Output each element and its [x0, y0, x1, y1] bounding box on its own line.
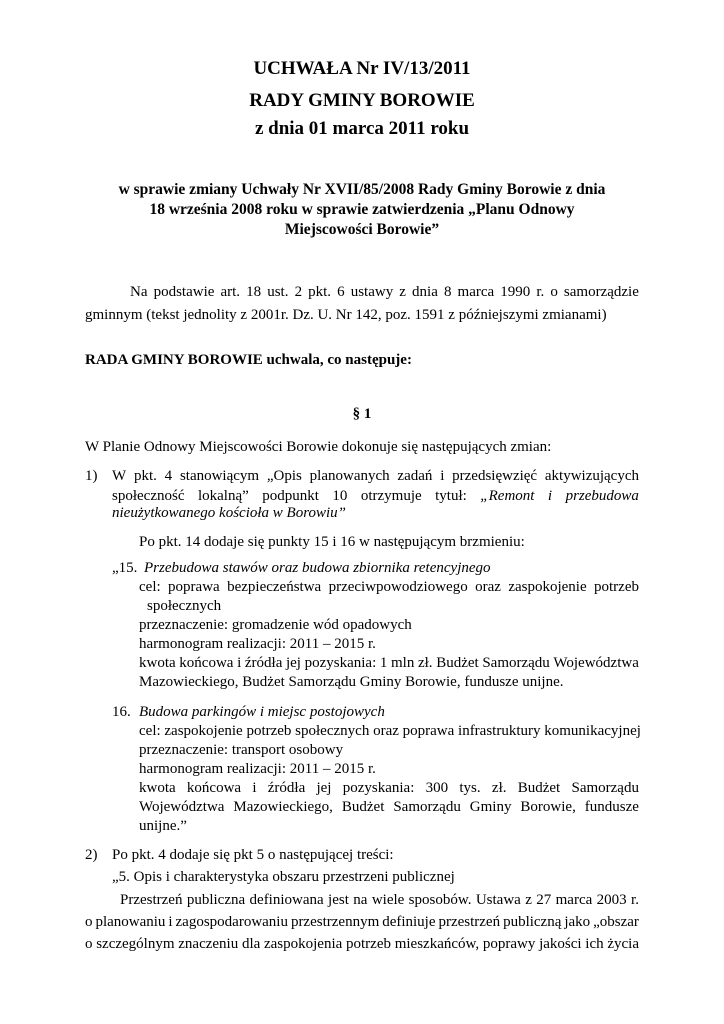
word: definiuje: [382, 914, 436, 930]
word: przestrzennym: [290, 914, 380, 930]
word: potrzeb: [346, 936, 391, 952]
word: i: [252, 780, 257, 796]
word: W: [112, 468, 127, 484]
word: wiele: [371, 892, 405, 908]
word: przeciwpowodziowego: [328, 579, 468, 595]
section-mark: § 1: [352, 406, 372, 422]
point-16-title: Budowa parkingów i miejsc postojowych: [139, 704, 385, 720]
word: pozyskania:: [304, 655, 377, 671]
item-2-sub: „5. Opis i charakterystyka obszaru przestrzeni publicznej: [112, 869, 455, 885]
word: podpunkt: [262, 488, 319, 504]
word: jej: [316, 780, 332, 796]
basis-line-2: gminnym (tekst jednolity z 2001r. Dz. U. Nr 142, poz. 1591 z późniejszymi zmianami): [85, 307, 607, 323]
word: 8: [443, 284, 452, 300]
word: poprawy: [482, 936, 536, 952]
word: Województwa: [553, 655, 639, 671]
word: końcowa: [186, 780, 242, 796]
word: jej: [285, 655, 301, 671]
word: podstawie: [153, 284, 215, 300]
word: lokalną”: [197, 488, 249, 504]
word: publiczną: [503, 914, 562, 930]
word: pkt.: [133, 468, 157, 484]
point-15-title: Przebudowa stawów oraz budowa zbiornika retencyjnego: [144, 560, 491, 576]
word: 300: [425, 780, 449, 796]
word: definiowana: [249, 892, 324, 908]
word: 4: [164, 468, 173, 484]
word: cel:: [139, 579, 161, 595]
item-1-after: Po pkt. 14 dodaje się punkty 15 i 16 w następującym brzmieniu:: [139, 534, 525, 550]
point-15-cel: [139, 579, 639, 596]
word: o: [85, 936, 93, 952]
word: 27: [536, 892, 552, 908]
word: jako: [564, 914, 591, 930]
word: „obszar: [593, 914, 639, 930]
word: potrzeb: [594, 579, 639, 595]
point-16-harmonogram: harmonogram realizacji: 2011 – 2015 r.: [139, 761, 376, 777]
item-2-number: 2): [85, 847, 98, 863]
word: fundusze: [584, 799, 639, 815]
word: Województwa: [139, 799, 225, 815]
point-16-przeznaczenie: przeznaczenie: transport osobowy: [139, 742, 344, 758]
word: aktywizujących: [544, 468, 639, 484]
word: planowaniu: [95, 914, 166, 930]
word: ustawy: [350, 284, 394, 300]
word: Gminy: [469, 799, 512, 815]
word: końcowa: [179, 655, 234, 671]
subject-line-1: w sprawie zmiany Uchwały Nr XVII/85/2008 Rady Gminy Borowie z dnia: [118, 181, 606, 198]
word: pozyskania:: [342, 780, 415, 796]
resolution-date: z dnia 01 marca 2011 roku: [254, 118, 470, 139]
word: życia: [607, 936, 639, 952]
word: 18: [246, 284, 262, 300]
word: Samorządu: [482, 655, 550, 671]
word: źródła: [244, 655, 283, 671]
word: 6: [337, 284, 345, 300]
word: marca: [555, 892, 593, 908]
word: znaczeniu: [178, 936, 239, 952]
word: dnia: [412, 284, 438, 300]
item-1-line-1: [112, 468, 639, 485]
word: Samorządu: [393, 799, 461, 815]
basis-line-1: [130, 284, 639, 301]
word: Przestrzeń: [120, 892, 183, 908]
word: zł.: [491, 780, 507, 796]
word: na: [353, 892, 368, 908]
subject-line-3: Miejscowości Borowie”: [284, 221, 440, 238]
word: ust.: [267, 284, 289, 300]
word: szczególnym: [96, 936, 175, 952]
word: z: [399, 284, 406, 300]
word: sposobów.: [408, 892, 472, 908]
word: otrzymuje: [360, 488, 422, 504]
word: 2003: [596, 892, 627, 908]
resolve-clause: RADA GMINY BOROWIE uchwala, co następuje:: [85, 352, 412, 368]
word: 1990: [500, 284, 531, 300]
point-16-cel: cel: zaspokojenie potrzeb społecznych oraz poprawa infrastruktury komunikacyjnej: [139, 723, 641, 739]
word: zł.: [417, 655, 433, 671]
word: 1: [379, 655, 388, 671]
word: dla: [241, 936, 261, 952]
word: przebudowa: [565, 488, 639, 504]
intro-text: W Planie Odnowy Miejscowości Borowie dokonuje się następujących zmian:: [85, 439, 552, 455]
word: Budżet: [517, 780, 561, 796]
word: „Remont: [480, 488, 535, 504]
word: art.: [220, 284, 241, 300]
word: ich: [585, 936, 604, 952]
point-15-number: „15.: [112, 560, 138, 576]
word: Mazowieckiego,: [233, 799, 333, 815]
word: kwota: [139, 780, 176, 796]
word: społeczność: [112, 488, 185, 504]
word: tytuł:: [435, 488, 467, 504]
word: zaspokojenie: [508, 579, 587, 595]
word: zagospodarowaniu: [175, 914, 288, 930]
word: o: [85, 914, 93, 930]
word: tys.: [459, 780, 481, 796]
item-1-line-2: [112, 488, 639, 505]
word: jest: [328, 892, 349, 908]
point-15-cel-cont: społecznych: [147, 598, 222, 614]
word: z: [525, 892, 532, 908]
word: i: [168, 914, 173, 930]
word: oraz: [475, 579, 501, 595]
word: przedsięwzięć: [452, 468, 538, 484]
word: i: [547, 488, 553, 504]
word: marca: [457, 284, 495, 300]
word: stanowiącym: [179, 468, 260, 484]
point-16-kwota: [139, 780, 639, 797]
word: Budżet: [436, 655, 479, 671]
word: samorządzie: [563, 284, 639, 300]
word: kwota: [139, 655, 176, 671]
word: 10: [332, 488, 348, 504]
point-16-kwota-end: unijne.”: [139, 818, 187, 834]
word: mln: [391, 655, 415, 671]
word: i: [440, 468, 445, 484]
word: zadań: [397, 468, 433, 484]
resolution-number: UCHWAŁA Nr IV/13/2011: [253, 58, 471, 79]
word: Budżet: [341, 799, 385, 815]
word: Ustawa: [475, 892, 521, 908]
word: „Opis: [266, 468, 302, 484]
council-name: RADY GMINY BOROWIE: [249, 90, 475, 111]
word: publiczna: [186, 892, 246, 908]
item-2-text: Po pkt. 4 dodaje się pkt 5 o następującej treści:: [112, 847, 394, 863]
word: zaspokojenia: [263, 936, 343, 952]
point-15-harmonogram: harmonogram realizacji: 2011 – 2015 r.: [139, 636, 376, 652]
item-1-line-3: nieużytkowanego kościoła w Borowiu”: [112, 505, 347, 521]
subject-line-2: 18 września 2008 roku w sprawie zatwierdzenia „Planu Odnowy: [149, 201, 575, 218]
word: przestrzeń: [438, 914, 501, 930]
word: Na: [130, 284, 148, 300]
word: mieszkańców,: [394, 936, 480, 952]
paragraph-line-1: [120, 892, 639, 909]
paragraph-line-2: [85, 914, 639, 931]
word: Samorządu: [571, 780, 639, 796]
word: bezpieczeństwa: [227, 579, 322, 595]
point-15-przeznaczenie: przeznaczenie: gromadzenie wód opadowych: [139, 617, 412, 633]
point-16-number: 16.: [112, 704, 131, 720]
word: źródła: [267, 780, 306, 796]
word: Borowie,: [520, 799, 576, 815]
point-16-kwota-cont: [139, 799, 639, 816]
word: o: [550, 284, 558, 300]
point-15-kwota: [139, 655, 639, 672]
word: pkt.: [308, 284, 332, 300]
word: 2: [294, 284, 303, 300]
word: i: [237, 655, 242, 671]
paragraph-line-3: [85, 936, 639, 953]
word: poprawa: [168, 579, 220, 595]
word: r.: [631, 892, 639, 908]
word: r.: [536, 284, 545, 300]
point-15-kwota-cont: Mazowieckiego, Budżet Samorządu Gminy Borowie, fundusze unijne.: [139, 674, 564, 690]
item-1-number: 1): [85, 468, 98, 484]
word: jakości: [539, 936, 582, 952]
word: planowanych: [309, 468, 390, 484]
